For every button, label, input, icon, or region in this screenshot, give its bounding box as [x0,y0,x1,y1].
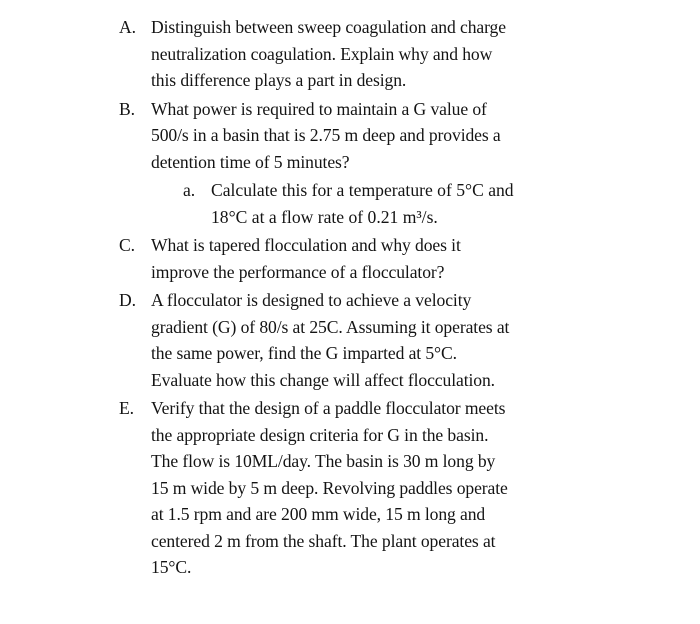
question-text-line: neutralization coagulation. Explain why and how [151,43,493,64]
question-text-line: What power is required to maintain a G value of [151,98,487,119]
subpart-text-line: 18°C at a flow rate of 0.21 m³/s. [211,206,438,227]
question-marker: A. [119,17,136,37]
question-b-subpart-a [0,177,591,230]
question-text-line: centered 2 m from the shaft. The plant operates at [151,530,496,551]
question-b [0,96,581,176]
question-text-line: this difference plays a part in design. [151,70,407,90]
question-text-line: improve the performance of a flocculator? [151,261,445,282]
question-text-line: detention time of 5 minutes? [151,151,350,172]
question-text-line: at 1.5 rpm and are 200 mm wide, 15 m long and [151,504,486,524]
question-text-line: gradient (G) of 80/s at 25C. Assuming it operates at [151,316,510,337]
question-text-line: the appropriate design criteria for G in the basin. [151,424,489,445]
question-marker: B. [119,98,135,119]
subpart-text-line: Calculate this for a temperature of 5°C and [211,180,514,200]
question-text-line: 15 m wide by 5 m deep. Revolving paddles operate [151,477,508,498]
question-a [0,14,581,94]
question-text-line: Evaluate how this change will affect flocculation. [151,369,495,390]
subpart-marker: a. [183,180,196,200]
question-text-line: The flow is 10ML/day. The basin is 30 m long by [151,451,496,471]
question-text-line: Verify that the design of a paddle flocculator meets [151,398,506,418]
question-marker: E. [119,398,134,418]
question-text-line: 500/s in a basin that is 2.75 m deep and provides a [151,125,501,145]
question-list [0,14,700,581]
question-e [0,395,581,581]
question-d [0,287,581,393]
question-text-line: Distinguish between sweep coagulation and charge [151,17,506,37]
question-text-line: What is tapered flocculation and why does it [151,235,461,255]
question-text-line: the same power, find the G imparted at 5°C. [151,343,457,363]
question-text-line: 15°C. [151,557,192,577]
question-c [0,232,581,285]
question-text-line: A flocculator is designed to achieve a velocity [151,290,472,310]
question-marker: D. [119,290,136,310]
question-marker: C. [119,235,135,255]
